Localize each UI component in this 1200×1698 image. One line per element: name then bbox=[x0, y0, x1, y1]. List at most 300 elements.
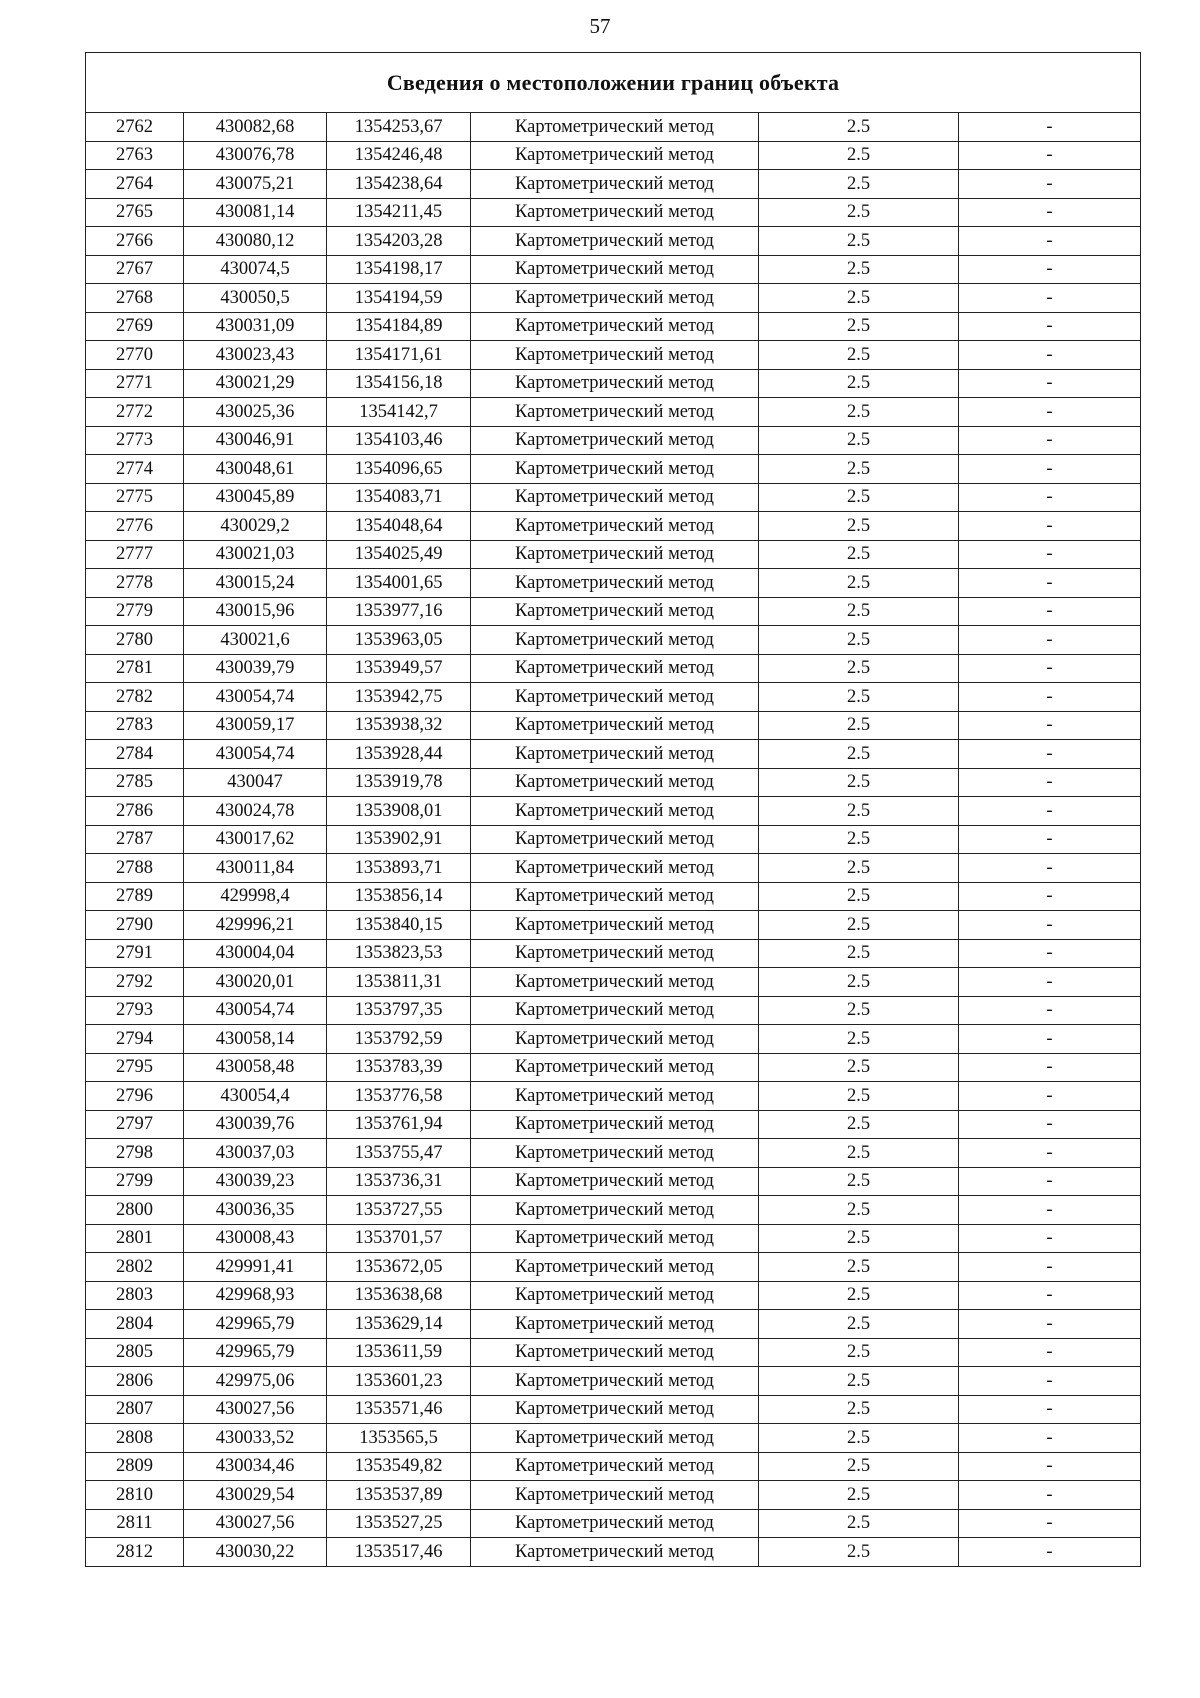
accuracy-cell: 2.5 bbox=[759, 284, 959, 313]
extra-cell: - bbox=[959, 1224, 1141, 1253]
point-number-cell: 2807 bbox=[86, 1395, 184, 1424]
extra-cell: - bbox=[959, 1253, 1141, 1282]
table-row bbox=[86, 797, 1141, 826]
y-coordinate-cell: 1353949,57 bbox=[327, 654, 471, 683]
y-coordinate-cell: 1354156,18 bbox=[327, 369, 471, 398]
extra-cell: - bbox=[959, 683, 1141, 712]
y-coordinate-cell: 1353761,94 bbox=[327, 1110, 471, 1139]
x-coordinate-cell: 429996,21 bbox=[184, 911, 327, 940]
x-coordinate-cell: 430027,56 bbox=[184, 1509, 327, 1538]
extra-cell: - bbox=[959, 455, 1141, 484]
table-row bbox=[86, 968, 1141, 997]
extra-cell: - bbox=[959, 284, 1141, 313]
y-coordinate-cell: 1353823,53 bbox=[327, 939, 471, 968]
accuracy-cell: 2.5 bbox=[759, 797, 959, 826]
x-coordinate-cell: 430021,29 bbox=[184, 369, 327, 398]
y-coordinate-cell: 1353549,82 bbox=[327, 1452, 471, 1481]
accuracy-cell: 2.5 bbox=[759, 597, 959, 626]
point-number-cell: 2791 bbox=[86, 939, 184, 968]
extra-cell: - bbox=[959, 312, 1141, 341]
accuracy-cell: 2.5 bbox=[759, 711, 959, 740]
extra-cell: - bbox=[959, 882, 1141, 911]
table-row bbox=[86, 1053, 1141, 1082]
y-coordinate-cell: 1354198,17 bbox=[327, 255, 471, 284]
x-coordinate-cell: 430058,14 bbox=[184, 1025, 327, 1054]
y-coordinate-cell: 1353942,75 bbox=[327, 683, 471, 712]
point-number-cell: 2767 bbox=[86, 255, 184, 284]
extra-cell: - bbox=[959, 1509, 1141, 1538]
extra-cell: - bbox=[959, 540, 1141, 569]
method-cell: Картометрический метод bbox=[471, 996, 759, 1025]
table-row bbox=[86, 1424, 1141, 1453]
accuracy-cell: 2.5 bbox=[759, 398, 959, 427]
table-row bbox=[86, 1025, 1141, 1054]
extra-cell: - bbox=[959, 1424, 1141, 1453]
method-cell: Картометрический метод bbox=[471, 198, 759, 227]
method-cell: Картометрический метод bbox=[471, 740, 759, 769]
point-number-cell: 2795 bbox=[86, 1053, 184, 1082]
extra-cell: - bbox=[959, 740, 1141, 769]
y-coordinate-cell: 1353638,68 bbox=[327, 1281, 471, 1310]
accuracy-cell: 2.5 bbox=[759, 854, 959, 883]
point-number-cell: 2785 bbox=[86, 768, 184, 797]
method-cell: Картометрический метод bbox=[471, 797, 759, 826]
method-cell: Картометрический метод bbox=[471, 1224, 759, 1253]
x-coordinate-cell: 430076,78 bbox=[184, 141, 327, 170]
table-row bbox=[86, 711, 1141, 740]
accuracy-cell: 2.5 bbox=[759, 341, 959, 370]
point-number-cell: 2763 bbox=[86, 141, 184, 170]
y-coordinate-cell: 1353601,23 bbox=[327, 1367, 471, 1396]
method-cell: Картометрический метод bbox=[471, 312, 759, 341]
table-row bbox=[86, 284, 1141, 313]
table-row bbox=[86, 654, 1141, 683]
extra-cell: - bbox=[959, 797, 1141, 826]
point-number-cell: 2802 bbox=[86, 1253, 184, 1282]
y-coordinate-cell: 1354246,48 bbox=[327, 141, 471, 170]
method-cell: Картометрический метод bbox=[471, 455, 759, 484]
extra-cell: - bbox=[959, 711, 1141, 740]
point-number-cell: 2808 bbox=[86, 1424, 184, 1453]
accuracy-cell: 2.5 bbox=[759, 1538, 959, 1567]
x-coordinate-cell: 430047 bbox=[184, 768, 327, 797]
extra-cell: - bbox=[959, 569, 1141, 598]
table-row bbox=[86, 1481, 1141, 1510]
method-cell: Картометрический метод bbox=[471, 170, 759, 199]
accuracy-cell: 2.5 bbox=[759, 569, 959, 598]
x-coordinate-cell: 429998,4 bbox=[184, 882, 327, 911]
table-row bbox=[86, 540, 1141, 569]
x-coordinate-cell: 430054,74 bbox=[184, 740, 327, 769]
y-coordinate-cell: 1353611,59 bbox=[327, 1338, 471, 1367]
extra-cell: - bbox=[959, 369, 1141, 398]
method-cell: Картометрический метод bbox=[471, 1310, 759, 1339]
x-coordinate-cell: 430046,91 bbox=[184, 426, 327, 455]
x-coordinate-cell: 430017,62 bbox=[184, 825, 327, 854]
accuracy-cell: 2.5 bbox=[759, 1281, 959, 1310]
table-row bbox=[86, 170, 1141, 199]
x-coordinate-cell: 430075,21 bbox=[184, 170, 327, 199]
x-coordinate-cell: 430039,79 bbox=[184, 654, 327, 683]
y-coordinate-cell: 1353537,89 bbox=[327, 1481, 471, 1510]
method-cell: Картометрический метод bbox=[471, 1509, 759, 1538]
point-number-cell: 2781 bbox=[86, 654, 184, 683]
point-number-cell: 2779 bbox=[86, 597, 184, 626]
accuracy-cell: 2.5 bbox=[759, 768, 959, 797]
y-coordinate-cell: 1353672,05 bbox=[327, 1253, 471, 1282]
y-coordinate-cell: 1354001,65 bbox=[327, 569, 471, 598]
x-coordinate-cell: 429965,79 bbox=[184, 1338, 327, 1367]
accuracy-cell: 2.5 bbox=[759, 1224, 959, 1253]
x-coordinate-cell: 430023,43 bbox=[184, 341, 327, 370]
extra-cell: - bbox=[959, 1395, 1141, 1424]
y-coordinate-cell: 1353736,31 bbox=[327, 1167, 471, 1196]
y-coordinate-cell: 1353527,25 bbox=[327, 1509, 471, 1538]
extra-cell: - bbox=[959, 255, 1141, 284]
accuracy-cell: 2.5 bbox=[759, 911, 959, 940]
table-row bbox=[86, 426, 1141, 455]
point-number-cell: 2774 bbox=[86, 455, 184, 484]
point-number-cell: 2787 bbox=[86, 825, 184, 854]
accuracy-cell: 2.5 bbox=[759, 1338, 959, 1367]
table-row bbox=[86, 483, 1141, 512]
method-cell: Картометрический метод bbox=[471, 1424, 759, 1453]
x-coordinate-cell: 430074,5 bbox=[184, 255, 327, 284]
x-coordinate-cell: 430081,14 bbox=[184, 198, 327, 227]
method-cell: Картометрический метод bbox=[471, 1110, 759, 1139]
table-row bbox=[86, 569, 1141, 598]
x-coordinate-cell: 430031,09 bbox=[184, 312, 327, 341]
extra-cell: - bbox=[959, 1281, 1141, 1310]
table-row bbox=[86, 512, 1141, 541]
method-cell: Картометрический метод bbox=[471, 882, 759, 911]
method-cell: Картометрический метод bbox=[471, 341, 759, 370]
x-coordinate-cell: 430045,89 bbox=[184, 483, 327, 512]
y-coordinate-cell: 1354142,7 bbox=[327, 398, 471, 427]
table-row bbox=[86, 597, 1141, 626]
accuracy-cell: 2.5 bbox=[759, 455, 959, 484]
accuracy-cell: 2.5 bbox=[759, 312, 959, 341]
y-coordinate-cell: 1353928,44 bbox=[327, 740, 471, 769]
point-number-cell: 2788 bbox=[86, 854, 184, 883]
point-number-cell: 2762 bbox=[86, 113, 184, 142]
point-number-cell: 2776 bbox=[86, 512, 184, 541]
y-coordinate-cell: 1353629,14 bbox=[327, 1310, 471, 1339]
extra-cell: - bbox=[959, 1452, 1141, 1481]
accuracy-cell: 2.5 bbox=[759, 626, 959, 655]
point-number-cell: 2809 bbox=[86, 1452, 184, 1481]
method-cell: Картометрический метод bbox=[471, 540, 759, 569]
method-cell: Картометрический метод bbox=[471, 1481, 759, 1510]
x-coordinate-cell: 430082,68 bbox=[184, 113, 327, 142]
point-number-cell: 2796 bbox=[86, 1082, 184, 1111]
x-coordinate-cell: 430050,5 bbox=[184, 284, 327, 313]
accuracy-cell: 2.5 bbox=[759, 227, 959, 256]
table-row bbox=[86, 398, 1141, 427]
x-coordinate-cell: 430011,84 bbox=[184, 854, 327, 883]
x-coordinate-cell: 430024,78 bbox=[184, 797, 327, 826]
x-coordinate-cell: 430039,76 bbox=[184, 1110, 327, 1139]
y-coordinate-cell: 1353919,78 bbox=[327, 768, 471, 797]
table-row bbox=[86, 312, 1141, 341]
x-coordinate-cell: 430015,24 bbox=[184, 569, 327, 598]
y-coordinate-cell: 1353893,71 bbox=[327, 854, 471, 883]
table-row bbox=[86, 1224, 1141, 1253]
y-coordinate-cell: 1354096,65 bbox=[327, 455, 471, 484]
y-coordinate-cell: 1354083,71 bbox=[327, 483, 471, 512]
method-cell: Картометрический метод bbox=[471, 113, 759, 142]
page-number: 57 bbox=[589, 14, 611, 38]
table-title-row bbox=[86, 53, 1141, 113]
accuracy-cell: 2.5 bbox=[759, 825, 959, 854]
method-cell: Картометрический метод bbox=[471, 512, 759, 541]
point-number-cell: 2797 bbox=[86, 1110, 184, 1139]
accuracy-cell: 2.5 bbox=[759, 1053, 959, 1082]
table-row bbox=[86, 255, 1141, 284]
extra-cell: - bbox=[959, 398, 1141, 427]
accuracy-cell: 2.5 bbox=[759, 968, 959, 997]
y-coordinate-cell: 1353755,47 bbox=[327, 1139, 471, 1168]
accuracy-cell: 2.5 bbox=[759, 1025, 959, 1054]
point-number-cell: 2764 bbox=[86, 170, 184, 199]
method-cell: Картометрический метод bbox=[471, 398, 759, 427]
method-cell: Картометрический метод bbox=[471, 1139, 759, 1168]
extra-cell: - bbox=[959, 426, 1141, 455]
y-coordinate-cell: 1354194,59 bbox=[327, 284, 471, 313]
table-row bbox=[86, 626, 1141, 655]
accuracy-cell: 2.5 bbox=[759, 1310, 959, 1339]
point-number-cell: 2780 bbox=[86, 626, 184, 655]
accuracy-cell: 2.5 bbox=[759, 939, 959, 968]
method-cell: Картометрический метод bbox=[471, 768, 759, 797]
point-number-cell: 2765 bbox=[86, 198, 184, 227]
table-row bbox=[86, 768, 1141, 797]
accuracy-cell: 2.5 bbox=[759, 740, 959, 769]
method-cell: Картометрический метод bbox=[471, 569, 759, 598]
y-coordinate-cell: 1353792,59 bbox=[327, 1025, 471, 1054]
accuracy-cell: 2.5 bbox=[759, 654, 959, 683]
extra-cell: - bbox=[959, 768, 1141, 797]
y-coordinate-cell: 1354203,28 bbox=[327, 227, 471, 256]
point-number-cell: 2783 bbox=[86, 711, 184, 740]
extra-cell: - bbox=[959, 1139, 1141, 1168]
x-coordinate-cell: 430029,2 bbox=[184, 512, 327, 541]
y-coordinate-cell: 1353727,55 bbox=[327, 1196, 471, 1225]
method-cell: Картометрический метод bbox=[471, 911, 759, 940]
method-cell: Картометрический метод bbox=[471, 939, 759, 968]
accuracy-cell: 2.5 bbox=[759, 426, 959, 455]
accuracy-cell: 2.5 bbox=[759, 1481, 959, 1510]
point-number-cell: 2768 bbox=[86, 284, 184, 313]
method-cell: Картометрический метод bbox=[471, 1452, 759, 1481]
x-coordinate-cell: 430025,36 bbox=[184, 398, 327, 427]
method-cell: Картометрический метод bbox=[471, 369, 759, 398]
method-cell: Картометрический метод bbox=[471, 483, 759, 512]
extra-cell: - bbox=[959, 1025, 1141, 1054]
method-cell: Картометрический метод bbox=[471, 711, 759, 740]
y-coordinate-cell: 1353776,58 bbox=[327, 1082, 471, 1111]
accuracy-cell: 2.5 bbox=[759, 540, 959, 569]
extra-cell: - bbox=[959, 198, 1141, 227]
x-coordinate-cell: 430036,35 bbox=[184, 1196, 327, 1225]
extra-cell: - bbox=[959, 512, 1141, 541]
point-number-cell: 2799 bbox=[86, 1167, 184, 1196]
table-row bbox=[86, 939, 1141, 968]
accuracy-cell: 2.5 bbox=[759, 1395, 959, 1424]
x-coordinate-cell: 429965,79 bbox=[184, 1310, 327, 1339]
table-row bbox=[86, 1338, 1141, 1367]
accuracy-cell: 2.5 bbox=[759, 1167, 959, 1196]
x-coordinate-cell: 429968,93 bbox=[184, 1281, 327, 1310]
accuracy-cell: 2.5 bbox=[759, 369, 959, 398]
table-row bbox=[86, 854, 1141, 883]
x-coordinate-cell: 430054,74 bbox=[184, 683, 327, 712]
table-row bbox=[86, 1196, 1141, 1225]
method-cell: Картометрический метод bbox=[471, 1196, 759, 1225]
table-row bbox=[86, 1367, 1141, 1396]
extra-cell: - bbox=[959, 1310, 1141, 1339]
point-number-cell: 2810 bbox=[86, 1481, 184, 1510]
y-coordinate-cell: 1354048,64 bbox=[327, 512, 471, 541]
y-coordinate-cell: 1354253,67 bbox=[327, 113, 471, 142]
method-cell: Картометрический метод bbox=[471, 1538, 759, 1567]
y-coordinate-cell: 1353977,16 bbox=[327, 597, 471, 626]
table-row bbox=[86, 1310, 1141, 1339]
x-coordinate-cell: 430021,03 bbox=[184, 540, 327, 569]
point-number-cell: 2782 bbox=[86, 683, 184, 712]
point-number-cell: 2786 bbox=[86, 797, 184, 826]
x-coordinate-cell: 430020,01 bbox=[184, 968, 327, 997]
point-number-cell: 2772 bbox=[86, 398, 184, 427]
y-coordinate-cell: 1353840,15 bbox=[327, 911, 471, 940]
extra-cell: - bbox=[959, 1196, 1141, 1225]
accuracy-cell: 2.5 bbox=[759, 996, 959, 1025]
table-row bbox=[86, 1139, 1141, 1168]
point-number-cell: 2803 bbox=[86, 1281, 184, 1310]
extra-cell: - bbox=[959, 113, 1141, 142]
point-number-cell: 2812 bbox=[86, 1538, 184, 1567]
x-coordinate-cell: 430027,56 bbox=[184, 1395, 327, 1424]
y-coordinate-cell: 1353571,46 bbox=[327, 1395, 471, 1424]
x-coordinate-cell: 430030,22 bbox=[184, 1538, 327, 1567]
accuracy-cell: 2.5 bbox=[759, 1509, 959, 1538]
x-coordinate-cell: 429991,41 bbox=[184, 1253, 327, 1282]
accuracy-cell: 2.5 bbox=[759, 683, 959, 712]
y-coordinate-cell: 1353902,91 bbox=[327, 825, 471, 854]
accuracy-cell: 2.5 bbox=[759, 1082, 959, 1111]
x-coordinate-cell: 430029,54 bbox=[184, 1481, 327, 1510]
x-coordinate-cell: 430021,6 bbox=[184, 626, 327, 655]
point-number-cell: 2792 bbox=[86, 968, 184, 997]
x-coordinate-cell: 430004,04 bbox=[184, 939, 327, 968]
table-row bbox=[86, 911, 1141, 940]
method-cell: Картометрический метод bbox=[471, 1082, 759, 1111]
method-cell: Картометрический метод bbox=[471, 654, 759, 683]
x-coordinate-cell: 430034,46 bbox=[184, 1452, 327, 1481]
x-coordinate-cell: 430048,61 bbox=[184, 455, 327, 484]
point-number-cell: 2811 bbox=[86, 1509, 184, 1538]
method-cell: Картометрический метод bbox=[471, 426, 759, 455]
accuracy-cell: 2.5 bbox=[759, 198, 959, 227]
table-row bbox=[86, 341, 1141, 370]
method-cell: Картометрический метод bbox=[471, 1367, 759, 1396]
y-coordinate-cell: 1354184,89 bbox=[327, 312, 471, 341]
extra-cell: - bbox=[959, 141, 1141, 170]
extra-cell: - bbox=[959, 1367, 1141, 1396]
point-number-cell: 2770 bbox=[86, 341, 184, 370]
extra-cell: - bbox=[959, 626, 1141, 655]
table-row bbox=[86, 1253, 1141, 1282]
method-cell: Картометрический метод bbox=[471, 1053, 759, 1082]
accuracy-cell: 2.5 bbox=[759, 141, 959, 170]
extra-cell: - bbox=[959, 341, 1141, 370]
accuracy-cell: 2.5 bbox=[759, 512, 959, 541]
x-coordinate-cell: 430037,03 bbox=[184, 1139, 327, 1168]
x-coordinate-cell: 430033,52 bbox=[184, 1424, 327, 1453]
y-coordinate-cell: 1353938,32 bbox=[327, 711, 471, 740]
point-number-cell: 2777 bbox=[86, 540, 184, 569]
point-number-cell: 2790 bbox=[86, 911, 184, 940]
extra-cell: - bbox=[959, 1053, 1141, 1082]
point-number-cell: 2771 bbox=[86, 369, 184, 398]
method-cell: Картометрический метод bbox=[471, 825, 759, 854]
method-cell: Картометрический метод bbox=[471, 968, 759, 997]
x-coordinate-cell: 430008,43 bbox=[184, 1224, 327, 1253]
method-cell: Картометрический метод bbox=[471, 597, 759, 626]
point-number-cell: 2800 bbox=[86, 1196, 184, 1225]
y-coordinate-cell: 1353517,46 bbox=[327, 1538, 471, 1567]
extra-cell: - bbox=[959, 1538, 1141, 1567]
x-coordinate-cell: 430080,12 bbox=[184, 227, 327, 256]
accuracy-cell: 2.5 bbox=[759, 1253, 959, 1282]
accuracy-cell: 2.5 bbox=[759, 882, 959, 911]
table-row bbox=[86, 1538, 1141, 1567]
method-cell: Картометрический метод bbox=[471, 1025, 759, 1054]
point-number-cell: 2806 bbox=[86, 1367, 184, 1396]
x-coordinate-cell: 430039,23 bbox=[184, 1167, 327, 1196]
point-number-cell: 2769 bbox=[86, 312, 184, 341]
method-cell: Картометрический метод bbox=[471, 1167, 759, 1196]
table-row bbox=[86, 1509, 1141, 1538]
x-coordinate-cell: 430015,96 bbox=[184, 597, 327, 626]
extra-cell: - bbox=[959, 170, 1141, 199]
point-number-cell: 2789 bbox=[86, 882, 184, 911]
y-coordinate-cell: 1354171,61 bbox=[327, 341, 471, 370]
table-row bbox=[86, 1452, 1141, 1481]
point-number-cell: 2793 bbox=[86, 996, 184, 1025]
method-cell: Картометрический метод bbox=[471, 255, 759, 284]
method-cell: Картометрический метод bbox=[471, 854, 759, 883]
method-cell: Картометрический метод bbox=[471, 1338, 759, 1367]
y-coordinate-cell: 1353856,14 bbox=[327, 882, 471, 911]
table-row bbox=[86, 113, 1141, 142]
y-coordinate-cell: 1354025,49 bbox=[327, 540, 471, 569]
table-row bbox=[86, 1167, 1141, 1196]
point-number-cell: 2784 bbox=[86, 740, 184, 769]
table-row bbox=[86, 227, 1141, 256]
accuracy-cell: 2.5 bbox=[759, 1367, 959, 1396]
point-number-cell: 2775 bbox=[86, 483, 184, 512]
extra-cell: - bbox=[959, 854, 1141, 883]
method-cell: Картометрический метод bbox=[471, 1281, 759, 1310]
extra-cell: - bbox=[959, 825, 1141, 854]
table-row bbox=[86, 141, 1141, 170]
extra-cell: - bbox=[959, 1481, 1141, 1510]
accuracy-cell: 2.5 bbox=[759, 483, 959, 512]
x-coordinate-cell: 430058,48 bbox=[184, 1053, 327, 1082]
point-number-cell: 2804 bbox=[86, 1310, 184, 1339]
table-row bbox=[86, 1281, 1141, 1310]
